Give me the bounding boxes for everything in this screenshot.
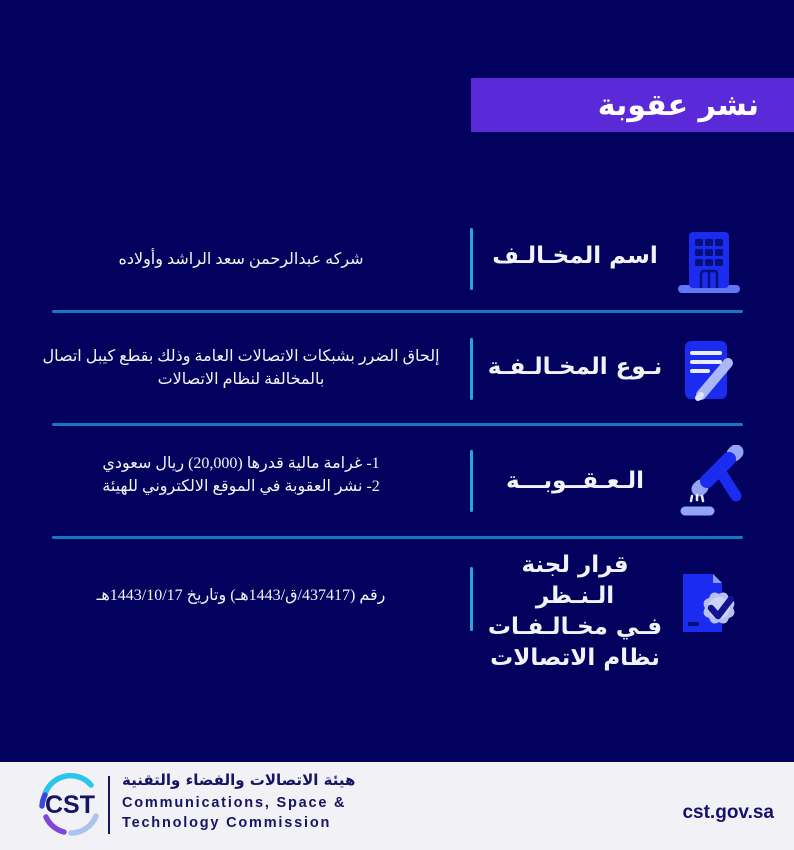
footer-divider	[108, 776, 110, 834]
label-divider-bar	[470, 228, 473, 290]
decision-label	[480, 550, 670, 674]
org-name-arabic: هيئة الاتصالات والفضاء والتقنية	[122, 771, 356, 789]
decision-row	[0, 548, 794, 671]
row-separator	[52, 423, 743, 426]
website-url: cst.gov.sa	[682, 802, 774, 823]
building-icon	[670, 222, 748, 300]
violation-type-value: إلحاق الضرر بشبكات الاتصالات العامة وذلك بقطع كيبل اتصال بالمخالفة لنظام الاتصالات	[42, 348, 440, 388]
cst-logo-text: CST	[45, 791, 95, 819]
page-title: نشر عقوبة	[597, 87, 759, 123]
penalty-label: الـعـقــوبـــة	[505, 468, 645, 494]
violator-name-value: شركه عبدالرحمن سعد الراشد وأولاده	[118, 251, 364, 268]
org-name-english-line2: Technology Commission	[122, 815, 332, 831]
violator-name-row	[0, 212, 794, 312]
decision-value: رقم (437417/ق/1443هـ) وتاريخ 1443/10/17هـ	[96, 587, 386, 604]
violation-type-row	[0, 325, 794, 425]
label-divider-bar	[470, 338, 473, 400]
violator-name-label: اسم المخـالـف	[492, 243, 658, 269]
decision-label-line1: قرار لجنة الـنـظر	[521, 552, 629, 609]
penalty-value-line1: 1- غرامة مالية قدرها (20,000) ريال سعودي	[102, 455, 380, 472]
label-divider-bar	[470, 450, 473, 512]
penalty-row	[0, 437, 794, 537]
footer-bar	[0, 762, 794, 850]
decision-label-line2: فـي مخـالـفـات	[487, 614, 663, 640]
document-check-icon	[670, 565, 748, 643]
gavel-icon	[670, 445, 748, 523]
row-separator	[52, 536, 743, 539]
document-pen-icon	[670, 333, 748, 411]
org-name-english-line1: Communications, Space &	[122, 795, 347, 811]
violation-type-label: نـوع المخـالـفـة	[487, 354, 663, 380]
label-divider-bar	[470, 567, 473, 631]
penalty-banner	[471, 78, 794, 132]
penalty-value	[22, 452, 460, 498]
penalty-value-line2: 2- نشر العقوبة في الموقع الالكتروني للهيئة	[102, 478, 380, 495]
cst-logo	[32, 768, 106, 842]
row-separator	[52, 310, 743, 313]
decision-label-line3: نظام الاتصالات	[490, 645, 660, 671]
